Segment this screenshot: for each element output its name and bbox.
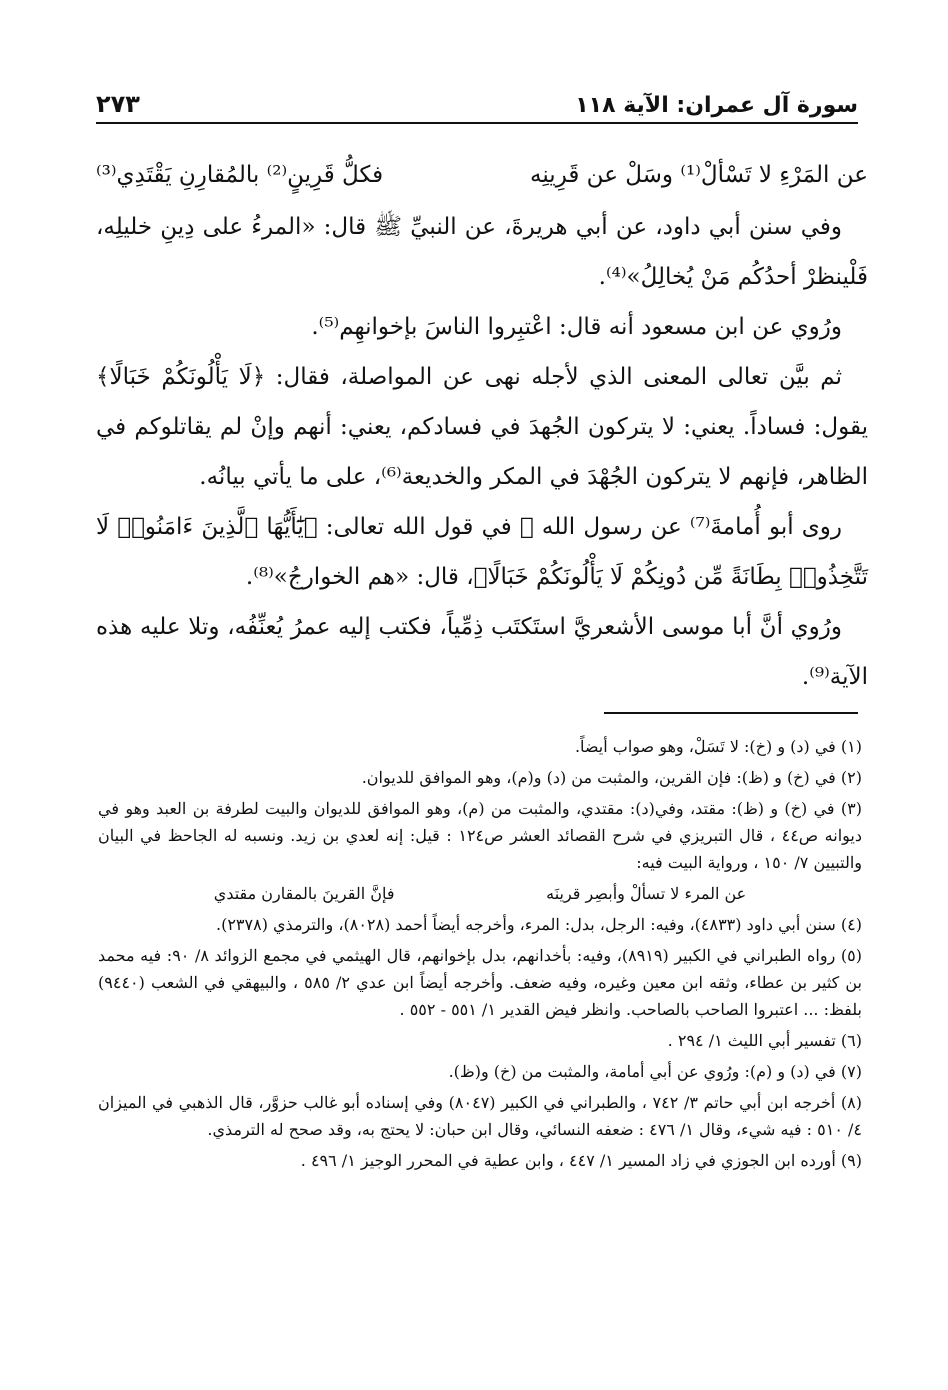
footnote-2: (٢) في (خ) و (ظ): فإن القرين، والمثبت من (د) و(م)، وهو الموافق للديوان. — [361, 768, 862, 787]
verse-second-hemistich: فكلُّ قَرِينٍ⁽²⁾ بالمُقارِنِ يَقْتَدِي⁽³⁾ — [96, 162, 384, 188]
footnote-9: (٩) أورده ابن الجوزي في زاد المسير ١/ ٤٤٧ ، وابن عطية في المحرر الوجيز ١/ ٤٩٦ . — [300, 1151, 862, 1170]
verse-first-hemistich: عن المَرْءِ لا تَسْألْ⁽¹⁾ وسَلْ عن قَرِينِه — [530, 162, 868, 188]
main-text — [96, 150, 868, 702]
footnote-1: (١) في (د) و (خ): لا تَسَلْ، وهو صواب أيضاً. — [574, 737, 862, 756]
paragraph-explanation: ثم بيَّن تعالى المعنى الذي لأجله نهى عن المواصلة، فقال: ﴿لَا يَأْلُونَكُمْ خَبَالًا﴾ يقول: فساداً. يعني: لا يتركون الجُهدَ في فسادكم، يعني: أنهم وإنْ لم يقاتلوكم في الظاهر، فإنهم لا يتركون الجُهْدَ في المكر والخديعة⁽⁶⁾، على ما يأتي بيانُه. — [96, 364, 868, 490]
footnote-3 — [98, 795, 862, 907]
footnote-6: (٦) تفسير أبي الليث ١/ ٢٩٤ . — [667, 1031, 862, 1050]
running-title: سورة آل عمران: الآية ١١٨ — [575, 93, 858, 118]
paragraph-abu-umama: روى أبو أُمامةَ⁽⁷⁾ عن رسول الله ﷺ في قول الله تعالى: ﴿يَٰٓأَيُّهَا ٱلَّذِينَ ءَامَنُوا۟ لَا تَتَّخِذُوا۟ بِطَانَةً مِّن دُونِكُمْ لَا يَأْلُونَكُمْ خَبَالًا﴾، قال: «هم الخوارجُ»⁽⁸⁾. — [96, 514, 868, 590]
footnote-3-text: (٣) في (خ) و (ظ): مقتد، وفي(د): مقتدي، والمثبت من (م)، وهو الموافق للديوان والبيت لطرفة بن العبد وهو في ديوانه ص٤٤ ، قال التبريزي في شرح القصائد العشر ص١٢٤ : قيل: إنه لعدي بن زيد. ونسبه له الجاحظ في البيان والتبيين ٧/ ١٥٠ ، ورواية البيت فيه: — [98, 799, 863, 872]
page-number: ٢٧٣ — [96, 90, 140, 118]
paragraph-abu-dawud: وفي سنن أبي داود، عن أبي هريرةَ، عن النبيِّ ﷺ قال: «المرءُ على دِينِ خليلِه، فَلْينظرْ أحدُكُم مَنْ يُخالِلُ»⁽⁴⁾. — [96, 214, 868, 290]
footnotes — [98, 733, 862, 1178]
footnote-verse-first: عن المرء لا تسألْ وأبصِر قرينَه — [546, 884, 747, 903]
footnote-separator — [604, 712, 858, 714]
footnote-4: (٤) سنن أبي داود (٤٨٣٣)، وفيه: الرجل، بدل: المرء، وأخرجه أيضاً أحمد (٨٠٢٨)، والترمذي (٢٣٧٨). — [216, 915, 862, 934]
footnote-3-verse — [138, 880, 822, 907]
poetry-verse — [96, 150, 868, 200]
footnote-5: (٥) رواه الطبراني في الكبير (٨٩١٩)، وفيه: بأخدانهم، بدل بإخوانهم، قال الهيثمي في مجمع الزوائد ٨/ ٩٠: فيه محمد بن كثير بن عطاء، وثقه ابن معين وغيره، وفيه ضعف. وأخرجه أيضاً ابن عدي ٢/ ٥٨٥ ، والبيهقي في الشعب (٩٤٤٠) بلفظ: ... اعتبروا الصاحب بالصاحب. وانظر فيض القدير ١/ ٥٥١ - ٥٥٢ . — [98, 946, 863, 1019]
footnote-7: (٧) في (د) و (م): ورُوي عن أبي أمامة، والمثبت من (خ) و(ظ). — [448, 1062, 862, 1081]
paragraph-ibn-masud: ورُوي عن ابن مسعود أنه قال: اعْتبِروا الناسَ بإخوانهِم⁽⁵⁾. — [311, 314, 842, 340]
paragraph-abu-musa: ورُوي أنَّ أبا موسى الأشعريَّ استَكتَب ذِمِّياً، فكتب إليه عمرُ يُعنِّفُه، وتلا عليه هذه الآية⁽⁹⁾. — [96, 614, 868, 690]
footnote-verse-second: فإنَّ القرينَ بالمقارن مقتدي — [213, 884, 395, 903]
running-header — [96, 86, 858, 124]
footnote-8: (٨) أخرجه ابن أبي حاتم ٣/ ٧٤٢ ، والطبراني في الكبير (٨٠٤٧) وفي إسناده أبو غالب حزوَّر، قال الذهبي في الميزان ٤/ ٥١٠ : فيه شيء، وقال ١/ ٤٧٦ : ضعفه النسائي، وقال ابن حبان: لا يحتج به، وقد صحح له الترمذي. — [98, 1093, 862, 1139]
